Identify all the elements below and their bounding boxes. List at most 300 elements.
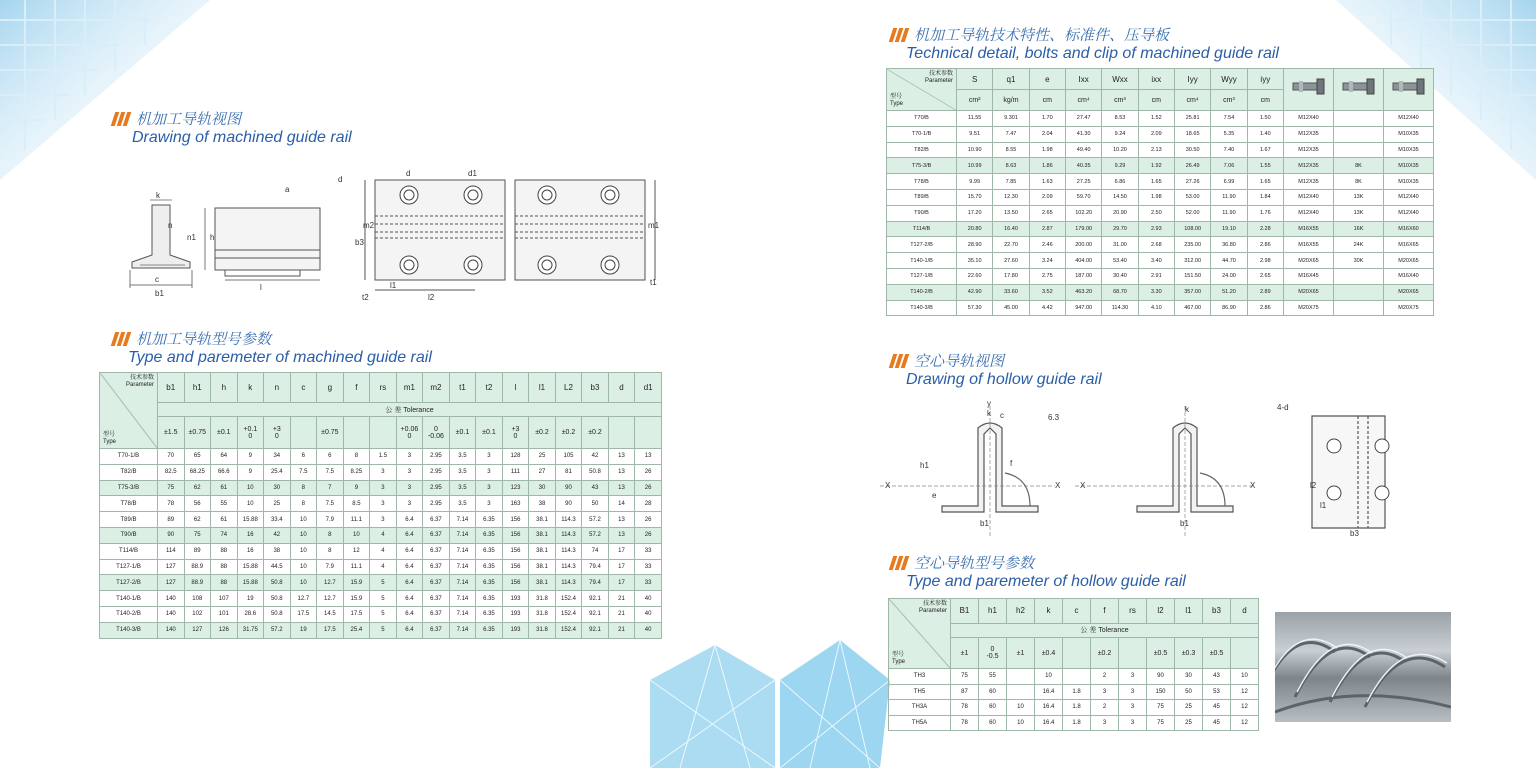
column-header: B1 — [951, 599, 979, 624]
table-cell: 4 — [370, 559, 397, 575]
table-cell: 7.5 — [317, 496, 344, 512]
table-cell: 3.24 — [1029, 253, 1065, 269]
table-cell: 7.85 — [993, 174, 1029, 190]
table-cell: 9 — [237, 464, 264, 480]
tolerance-cell: ±1.5 — [158, 417, 185, 449]
row-type-cell: T140-2/B — [100, 606, 158, 622]
table-cell: 2.86 — [1247, 237, 1283, 253]
tolerance-cell: ±0.2 — [555, 417, 582, 449]
column-header: m1 — [396, 373, 423, 403]
table-cell: 27.25 — [1065, 174, 1101, 190]
table-cell: 22.70 — [993, 237, 1029, 253]
table-cell: 105 — [555, 449, 582, 465]
table-cell: 30.50 — [1174, 142, 1210, 158]
table-cell: 31.75 — [237, 622, 264, 638]
table-cell: 33.60 — [993, 284, 1029, 300]
table-cell: 25.4 — [343, 622, 370, 638]
table-cell: 87 — [951, 684, 979, 700]
table-cell: 16.4 — [1035, 684, 1063, 700]
table-cell: 6.4 — [396, 512, 423, 528]
table-cell: 1.98 — [1029, 142, 1065, 158]
svg-text:y: y — [987, 399, 991, 408]
table-cell: 2.86 — [1247, 300, 1283, 316]
table-row — [889, 715, 1259, 731]
table-cell: 53.00 — [1174, 189, 1210, 205]
unit-cell: cm⁴ — [1065, 90, 1101, 111]
section-marker-icon — [110, 332, 130, 346]
table-cell: 6.4 — [396, 543, 423, 559]
table-cell: 9 — [343, 480, 370, 496]
table-cell: 26 — [635, 480, 662, 496]
table-cell: 12.30 — [993, 189, 1029, 205]
label-n: n — [168, 221, 173, 230]
table-cell: 7.5 — [290, 464, 317, 480]
table-cell: 235.00 — [1174, 237, 1210, 253]
table-cell: 2.65 — [1029, 205, 1065, 221]
table-cell: 8.5 — [343, 496, 370, 512]
table-cell: 2.93 — [1138, 221, 1174, 237]
table-cell: 7.14 — [449, 622, 476, 638]
table-cell: 7.14 — [449, 512, 476, 528]
table-cell: 52.00 — [1174, 205, 1210, 221]
table-row — [100, 575, 662, 591]
column-header: ixx — [1138, 69, 1174, 90]
table-cell: 33 — [635, 543, 662, 559]
table-cell: 10.20 — [1102, 142, 1138, 158]
table-cell: M10X35 — [1384, 126, 1434, 142]
table-cell: 30.40 — [1102, 268, 1138, 284]
table-cell: 75 — [184, 527, 211, 543]
table-cell: 6.4 — [396, 606, 423, 622]
table-cell: 1.40 — [1247, 126, 1283, 142]
table-cell: 61 — [211, 512, 238, 528]
table-cell: 1.5 — [370, 449, 397, 465]
row-type-cell: T75-3/B — [100, 480, 158, 496]
tolerance-cell — [290, 417, 317, 449]
table-cell: 114.30 — [1102, 300, 1138, 316]
table-cell: 10.99 — [957, 158, 993, 174]
table-cell: 2.46 — [1029, 237, 1065, 253]
table-cell: 82.5 — [158, 464, 185, 480]
section-header-type-machined — [110, 330, 432, 368]
table-cell: 22.60 — [957, 268, 993, 284]
tolerance-cell — [608, 417, 635, 449]
table-row — [100, 512, 662, 528]
table-cell: 3 — [396, 496, 423, 512]
row-type-cell: T89/B — [887, 189, 957, 205]
table-cell: 78 — [158, 496, 185, 512]
label-l1: l1 — [390, 281, 397, 290]
table-cell: 14.5 — [317, 606, 344, 622]
table-cell: 2.28 — [1247, 221, 1283, 237]
row-type-cell: TH5 — [889, 684, 951, 700]
label-l2: l2 — [428, 293, 435, 302]
table-cell: 18.65 — [1174, 126, 1210, 142]
table-cell: 31.00 — [1102, 237, 1138, 253]
table-cell: 4 — [370, 543, 397, 559]
table-cell: 2.89 — [1247, 284, 1283, 300]
table-row — [889, 669, 1259, 685]
table-cell: 50.8 — [264, 575, 291, 591]
table-cell: 2.65 — [1247, 268, 1283, 284]
table-cell: 33 — [635, 559, 662, 575]
table-row — [100, 606, 662, 622]
table-cell: 13K — [1334, 205, 1384, 221]
table-cell: 9 — [237, 449, 264, 465]
table-cell: 57.30 — [957, 300, 993, 316]
section-marker-icon — [888, 354, 908, 368]
table-cell — [1334, 126, 1384, 142]
table-cell: 45 — [1203, 715, 1231, 731]
table-cell: 10 — [1035, 669, 1063, 685]
table-cell: 12 — [1231, 684, 1259, 700]
table-row — [887, 111, 1434, 127]
table-cell: 12 — [1231, 700, 1259, 716]
table-cell: 2.95 — [423, 496, 450, 512]
table-cell: 3.30 — [1138, 284, 1174, 300]
table-cell: 43 — [1203, 669, 1231, 685]
table-cell: 44.70 — [1211, 253, 1247, 269]
table-cell: 10 — [290, 575, 317, 591]
section-header-drawing-hollow — [888, 352, 1102, 390]
table-cell: 5.35 — [1211, 126, 1247, 142]
table-cell: 40 — [635, 622, 662, 638]
table-cell: M12X40 — [1384, 111, 1434, 127]
svg-text:X: X — [1250, 481, 1256, 490]
table-cell: 6.35 — [476, 543, 503, 559]
table-cell: 156 — [502, 527, 529, 543]
column-header: h — [211, 373, 238, 403]
table-cell: 50 — [1175, 684, 1203, 700]
table-cell: 8 — [290, 496, 317, 512]
column-header: Iyy — [1174, 69, 1210, 90]
table-cell: 45 — [1203, 700, 1231, 716]
table-cell: 68.70 — [1102, 284, 1138, 300]
table-cell: 6.99 — [1211, 174, 1247, 190]
table-cell: 12.7 — [317, 575, 344, 591]
column-header: h1 — [184, 373, 211, 403]
tolerance-cell: ±0.1 — [476, 417, 503, 449]
table-row — [100, 480, 662, 496]
table-row — [100, 591, 662, 607]
tolerance-cell: ±0.4 — [1035, 638, 1063, 669]
bolt-icon — [1284, 69, 1334, 111]
row-type-cell: TH3 — [889, 669, 951, 685]
table-cell: 90 — [158, 527, 185, 543]
table-cell: 114.3 — [555, 512, 582, 528]
table-cell: 17.20 — [957, 205, 993, 221]
table-cell: 38 — [264, 543, 291, 559]
table-cell — [1334, 111, 1384, 127]
table-cell: 10 — [290, 512, 317, 528]
table-cell — [1334, 142, 1384, 158]
tolerance-cell: ±0.3 — [1175, 638, 1203, 669]
table-row — [100, 543, 662, 559]
table-cell: 1.84 — [1247, 189, 1283, 205]
table-row — [887, 142, 1434, 158]
svg-text:l1: l1 — [1320, 501, 1327, 510]
table-cell: 14 — [608, 496, 635, 512]
table-cell — [1334, 300, 1384, 316]
table-cell: 111 — [502, 464, 529, 480]
table-cell: 3 — [476, 449, 503, 465]
table-cell: 2.95 — [423, 449, 450, 465]
table-cell: 10 — [290, 543, 317, 559]
table-row — [887, 221, 1434, 237]
table-row — [889, 700, 1259, 716]
table-cell: 193 — [502, 622, 529, 638]
tolerance-cell: +3 0 — [264, 417, 291, 449]
table-cell: 3.5 — [449, 449, 476, 465]
table-cell: 34 — [264, 449, 291, 465]
table-cell: 2.68 — [1138, 237, 1174, 253]
table-cell: 2 — [1091, 700, 1119, 716]
svg-text:X: X — [1055, 481, 1061, 490]
svg-text:e: e — [932, 491, 937, 500]
table-cell: 2.75 — [1029, 268, 1065, 284]
table-cell: M16X40 — [1384, 268, 1434, 284]
table-cell: 3.5 — [449, 496, 476, 512]
column-header: Wyy — [1211, 69, 1247, 90]
table-cell: 6.37 — [423, 527, 450, 543]
table-cell: 8.25 — [343, 464, 370, 480]
table-cell: 123 — [502, 480, 529, 496]
table-cell: 10 — [237, 480, 264, 496]
section-header-type-hollow — [888, 554, 1186, 592]
svg-text:k: k — [1185, 405, 1189, 414]
table-cell: M20X65 — [1384, 253, 1434, 269]
tolerance-cell — [370, 417, 397, 449]
table-cell: 12 — [343, 543, 370, 559]
table-cell: 947.00 — [1065, 300, 1101, 316]
table-cell: 3 — [396, 464, 423, 480]
row-type-cell: T70-1/B — [887, 126, 957, 142]
table-cell: 7.40 — [1211, 142, 1247, 158]
table-cell: 1.63 — [1029, 174, 1065, 190]
table-cell: 62 — [184, 480, 211, 496]
table-cell: 108 — [184, 591, 211, 607]
table-cell: 27 — [529, 464, 556, 480]
unit-cell: cm⁴ — [1174, 90, 1210, 111]
table-cell: 7.14 — [449, 575, 476, 591]
row-type-cell: T114/B — [100, 543, 158, 559]
parameter-type-header-cell: 技术参数 Parameter 型号 Type — [887, 69, 957, 111]
table-cell: 6.35 — [476, 606, 503, 622]
section-title-cn: 空心导轨视图 — [914, 352, 1005, 370]
table-cell: 10 — [290, 559, 317, 575]
table-cell: M12X40 — [1284, 205, 1334, 221]
table-cell: 3 — [370, 496, 397, 512]
svg-text:X: X — [1080, 481, 1086, 490]
table-cell: 114.3 — [555, 543, 582, 559]
table-cell: 88 — [211, 543, 238, 559]
row-type-cell: T127-2/B — [100, 575, 158, 591]
table-cell: 8 — [317, 543, 344, 559]
section-title-en: Drawing of hollow guide rail — [906, 371, 1102, 388]
table-cell: 24K — [1334, 237, 1384, 253]
table-cell: 17.5 — [343, 606, 370, 622]
tolerance-cell: ±0.5 — [1147, 638, 1175, 669]
label-t1: t1 — [650, 278, 657, 287]
table-cell: M12X40 — [1284, 189, 1334, 205]
table-row — [100, 527, 662, 543]
table-cell: 21 — [608, 606, 635, 622]
table-cell: 6 — [317, 449, 344, 465]
column-header: q1 — [993, 69, 1029, 90]
table-row — [100, 449, 662, 465]
table-cell: 2.91 — [1138, 268, 1174, 284]
row-type-cell: T127-1/B — [887, 268, 957, 284]
table-cell: 107 — [211, 591, 238, 607]
table-cell: M12X35 — [1284, 126, 1334, 142]
table-cell: 61 — [211, 480, 238, 496]
table-cell: 88 — [211, 559, 238, 575]
table-cell: 60 — [979, 700, 1007, 716]
table-cell: 53 — [1203, 684, 1231, 700]
tolerance-cell: +0.06 0 — [396, 417, 423, 449]
table-cell: 10 — [237, 496, 264, 512]
table-cell: 17 — [608, 575, 635, 591]
table-row — [100, 559, 662, 575]
table-cell: M20X65 — [1284, 253, 1334, 269]
table-cell: 1.67 — [1247, 142, 1283, 158]
row-type-cell: T75-3/B — [887, 158, 957, 174]
table-row — [887, 300, 1434, 316]
table-cell: 41.30 — [1065, 126, 1101, 142]
row-type-cell: T78/B — [100, 496, 158, 512]
table-cell: 92.1 — [582, 591, 609, 607]
table-cell: 5 — [370, 575, 397, 591]
table-cell — [1007, 684, 1035, 700]
table-cell: 2.50 — [1138, 205, 1174, 221]
table-cell: 15.70 — [957, 189, 993, 205]
table-cell: 42 — [582, 449, 609, 465]
column-header: rs — [370, 373, 397, 403]
svg-text:b1: b1 — [980, 519, 989, 528]
table-cell — [1007, 669, 1035, 685]
table-cell: 8 — [343, 449, 370, 465]
table-row — [887, 158, 1434, 174]
table-cell: 42.90 — [957, 284, 993, 300]
table-cell: 7.06 — [1211, 158, 1247, 174]
table-cell: 152.4 — [555, 591, 582, 607]
table-cell: 19.10 — [1211, 221, 1247, 237]
column-header: m2 — [423, 373, 450, 403]
table-cell: 8K — [1334, 174, 1384, 190]
table-cell: 11.1 — [343, 512, 370, 528]
table-cell: 2.04 — [1029, 126, 1065, 142]
technical-detail-table — [886, 68, 1434, 316]
hollow-rail-drawing — [880, 398, 1400, 538]
table-cell: 187.00 — [1065, 268, 1101, 284]
table-row — [100, 622, 662, 638]
table-cell: 467.00 — [1174, 300, 1210, 316]
tolerance-cell: ±0.2 — [529, 417, 556, 449]
table-cell: 1.52 — [1138, 111, 1174, 127]
table-cell: 25 — [1175, 700, 1203, 716]
table-cell: M12X35 — [1284, 142, 1334, 158]
column-header: k — [1035, 599, 1063, 624]
table-cell: 6.37 — [423, 622, 450, 638]
table-cell: 114.3 — [555, 559, 582, 575]
table-cell: 6.35 — [476, 591, 503, 607]
table-cell: 42 — [264, 527, 291, 543]
table-cell: 7.14 — [449, 606, 476, 622]
table-cell: 10 — [1231, 669, 1259, 685]
table-cell: 9.29 — [1102, 158, 1138, 174]
table-cell: M16X45 — [1284, 268, 1334, 284]
table-cell: 108.00 — [1174, 221, 1210, 237]
section-title-en: Drawing of machined guide rail — [132, 129, 352, 146]
table-cell: 15.9 — [343, 575, 370, 591]
unit-cell: cm³ — [1211, 90, 1247, 111]
table-cell: 114.3 — [555, 527, 582, 543]
row-type-cell: TH5A — [889, 715, 951, 731]
section-title-en: Type and paremeter of machined guide rail — [128, 349, 432, 366]
table-cell: 51.20 — [1211, 284, 1247, 300]
svg-text:l2: l2 — [1310, 481, 1317, 490]
row-type-cell: T140-3/B — [100, 622, 158, 638]
tolerance-cell: +0.1 0 — [237, 417, 264, 449]
label-b3: b3 — [355, 238, 364, 247]
bottom-center-decoration — [640, 640, 890, 768]
table-cell: 156 — [502, 543, 529, 559]
table-row — [887, 237, 1434, 253]
table-cell: 6.37 — [423, 512, 450, 528]
table-cell: 3.40 — [1138, 253, 1174, 269]
table-cell: 127 — [158, 575, 185, 591]
table-cell: 57.2 — [582, 527, 609, 543]
table-cell: 5 — [370, 606, 397, 622]
table-cell: 4.42 — [1029, 300, 1065, 316]
table-cell: 6.4 — [396, 591, 423, 607]
table-cell: 16K — [1334, 221, 1384, 237]
table-row — [887, 189, 1434, 205]
table-cell: 66.6 — [211, 464, 238, 480]
table-cell: 15.88 — [237, 512, 264, 528]
table-cell: 6.86 — [1102, 174, 1138, 190]
table-cell: 10 — [1007, 700, 1035, 716]
table-cell: 3 — [476, 464, 503, 480]
table-cell: M12X40 — [1284, 111, 1334, 127]
table-cell: 78 — [951, 700, 979, 716]
tolerance-cell: +3 0 — [502, 417, 529, 449]
section-header-tech-detail — [888, 26, 1279, 64]
tolerance-cell — [1119, 638, 1147, 669]
table-cell: 8 — [317, 527, 344, 543]
row-type-cell: T140-3/B — [887, 300, 957, 316]
table-cell: 88.9 — [184, 559, 211, 575]
tolerance-cell: ±0.5 — [1203, 638, 1231, 669]
table-row — [887, 205, 1434, 221]
table-cell: 90 — [1147, 669, 1175, 685]
svg-text:f: f — [1010, 459, 1013, 468]
table-cell: 26 — [635, 464, 662, 480]
table-cell: 27.60 — [993, 253, 1029, 269]
table-cell: 49.40 — [1065, 142, 1101, 158]
table-row — [887, 126, 1434, 142]
table-cell: 1.55 — [1247, 158, 1283, 174]
label-c: c — [155, 275, 159, 284]
section-marker-icon — [110, 112, 130, 126]
table-cell: 7.5 — [317, 464, 344, 480]
table-cell: 11.55 — [957, 111, 993, 127]
table-cell: 31.8 — [529, 606, 556, 622]
table-cell: M16X55 — [1284, 237, 1334, 253]
table-cell: 25 — [529, 449, 556, 465]
table-cell: 156 — [502, 559, 529, 575]
table-cell: 29.70 — [1102, 221, 1138, 237]
